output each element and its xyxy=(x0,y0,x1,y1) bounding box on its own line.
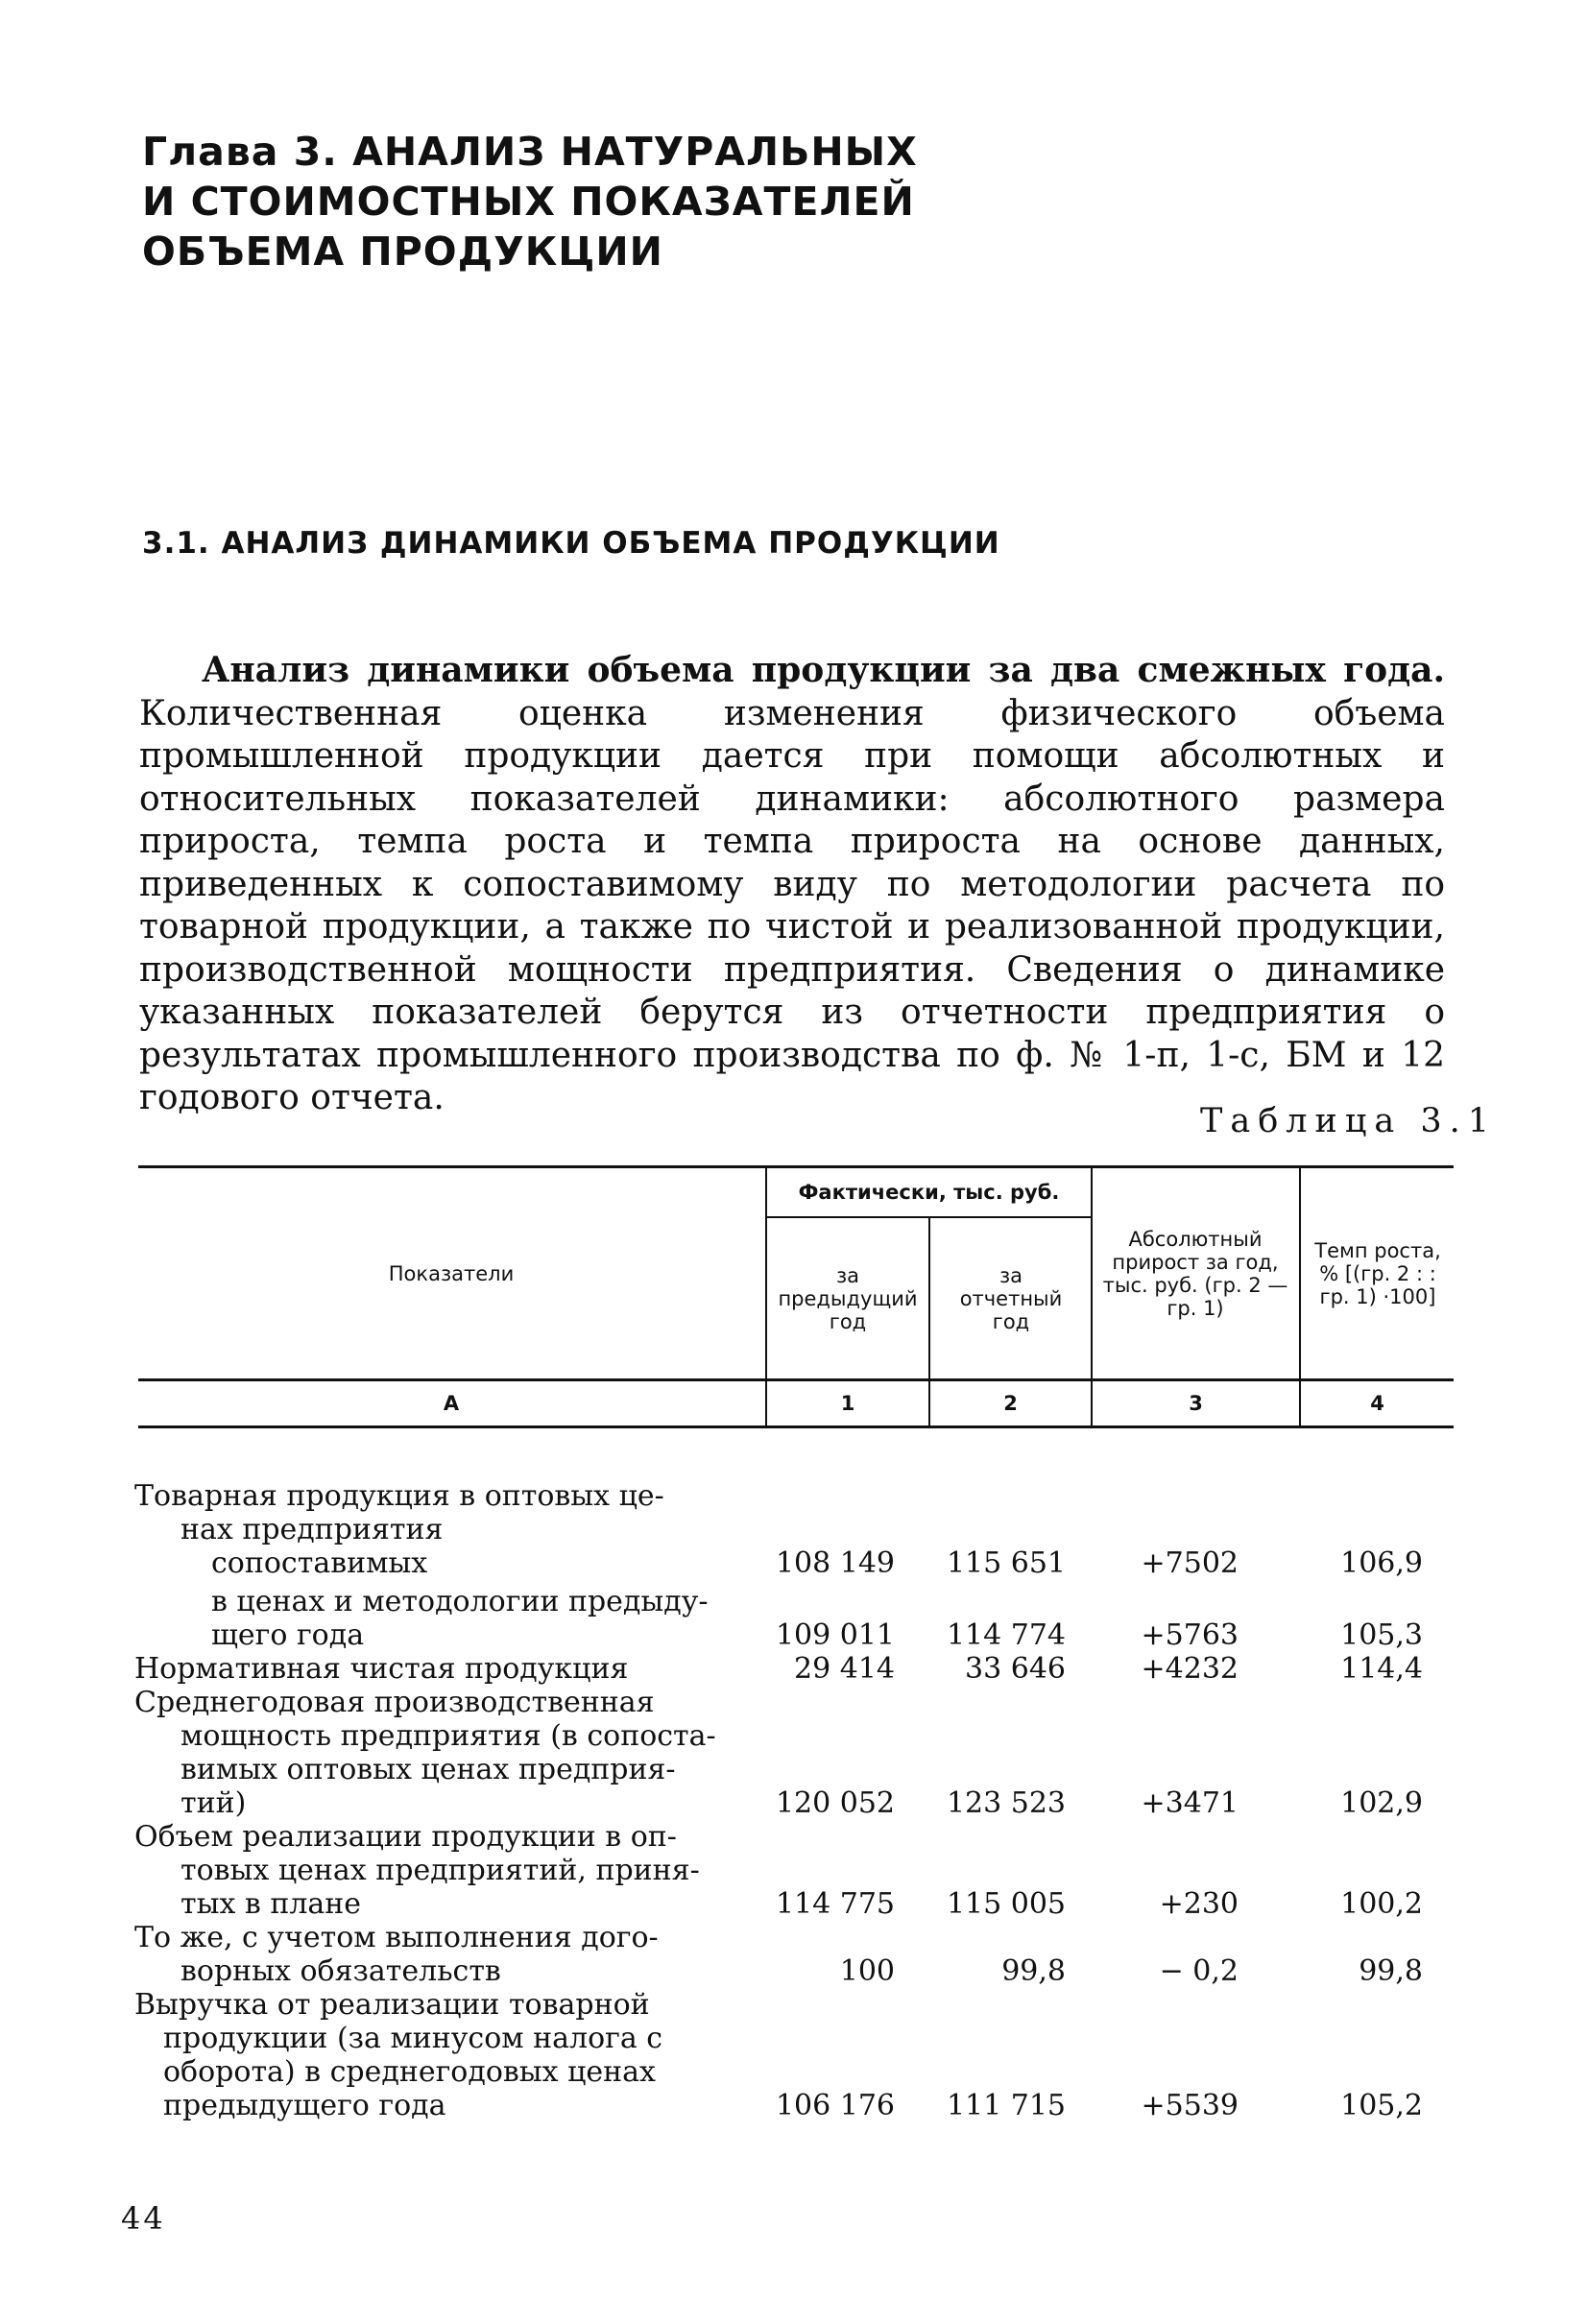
row-label-line: сопоставимых xyxy=(211,1546,428,1580)
table-cell: 114,4 xyxy=(1340,1652,1423,1686)
table-cell: − 0,2 xyxy=(1159,1954,1239,1988)
column-number: 3 xyxy=(1189,1392,1203,1415)
column-number: А xyxy=(443,1392,460,1415)
table-cell: 102,9 xyxy=(1340,1786,1423,1820)
table-cell: 115 005 xyxy=(946,1887,1066,1921)
table-row-label xyxy=(134,1585,749,1652)
table-cell: 109 011 xyxy=(775,1618,895,1652)
table-row-label xyxy=(134,1820,749,1921)
table-cell: 33 646 xyxy=(965,1652,1066,1686)
table-cell: 115 651 xyxy=(946,1546,1066,1580)
column-number: 4 xyxy=(1370,1392,1384,1415)
table-label: Таблица 3.1 xyxy=(1200,1102,1498,1140)
table-cell: 111 715 xyxy=(946,2089,1066,2122)
table-cell: 108 149 xyxy=(775,1546,895,1580)
row-label-line: товых ценах предприятий, приня- xyxy=(180,1854,700,1887)
table-row-label xyxy=(134,1686,749,1820)
table-numbers-bottom-rule xyxy=(138,1426,1454,1428)
table-cell: +7502 xyxy=(1141,1546,1239,1580)
header-indicators: Показатели xyxy=(388,1262,515,1285)
table-cell: 105,2 xyxy=(1340,2089,1423,2122)
chapter-title xyxy=(142,127,1198,276)
table-top-rule xyxy=(138,1165,1454,1168)
table-cell: 114 774 xyxy=(946,1618,1066,1652)
header-growth-rate: Темп роста, % [(гр. 2 : : гр. 1) ·100] xyxy=(1314,1239,1441,1308)
row-label-line: То же, с учетом выполнения дого- xyxy=(134,1921,659,1954)
table-row-label xyxy=(134,1921,749,1988)
row-label-line: нах предприятия xyxy=(180,1513,444,1546)
header-actual-group: Фактически, тыс. руб. xyxy=(798,1181,1060,1204)
row-label-line: продукции (за минусом налога с xyxy=(163,2022,663,2055)
table-cell: +4232 xyxy=(1141,1652,1239,1686)
row-label-line: мощность предприятия (в сопоста- xyxy=(180,1719,716,1753)
section-title: 3.1. АНАЛИЗ ДИНАМИКИ ОБЪЕМА ПРОДУКЦИИ xyxy=(142,526,1000,561)
page-number: 44 xyxy=(121,2200,166,2237)
table-cell: 120 052 xyxy=(775,1786,895,1820)
chapter-title-line: И СТОИМОСТНЫХ ПОКАЗАТЕЛЕЙ xyxy=(142,179,915,225)
table-row-label xyxy=(134,1988,749,2122)
table-row-label xyxy=(134,1479,749,1580)
paragraph-lead: Анализ динамики объема продукции за два смежных года. xyxy=(202,650,1445,690)
row-label-line: оборота) в среднегодовых ценах xyxy=(163,2055,656,2089)
chapter-title-line: Глава 3. АНАЛИЗ НАТУРАЛЬНЫХ xyxy=(142,129,918,175)
table-cell: 106,9 xyxy=(1340,1546,1423,1580)
table-cell: 99,8 xyxy=(1001,1954,1066,1988)
table-header-bottom-rule xyxy=(138,1378,1454,1381)
header-report-year: за отчетный год xyxy=(959,1264,1063,1333)
table-cell: 114 775 xyxy=(775,1887,895,1921)
column-number: 2 xyxy=(1003,1392,1018,1415)
row-label-line: Нормативная чистая продукция xyxy=(134,1652,629,1686)
table-cell: 100 xyxy=(839,1954,895,1988)
table-cell: +3471 xyxy=(1141,1786,1239,1820)
table-cell: 29 414 xyxy=(794,1652,895,1686)
table-cell: 106 176 xyxy=(775,2089,895,2122)
paragraph-body: Количественная оценка изменения физического объема промышленной продукции дается при помощи абсолютных и относительных показателей динамики: абсолютного размера прироста, темпа роста и темпа прироста на основе данных, приведенных к сопоставимому виду по методологии расчета по товарной продукции, а также по чистой и реализованной продукции, производственной мощности предприятия. Сведения о динамике указанных показателей берутся из отчетности предприятия о результатах промышленного производства по ф. № 1-п, 1-с, БМ и 12 годового отчета. xyxy=(139,693,1445,1117)
table-cell: 99,8 xyxy=(1359,1954,1423,1988)
row-label-line: вимых оптовых ценах предприя- xyxy=(180,1753,676,1786)
row-label-line: Товарная продукция в оптовых це- xyxy=(134,1479,664,1513)
header-abs-growth: Абсолютный прирост за год, тыс. руб. (гр. 2 — гр. 1) xyxy=(1102,1228,1288,1320)
table-cell: +5539 xyxy=(1141,2089,1239,2122)
chapter-title-line: ОБЪЕМА ПРОДУКЦИИ xyxy=(142,228,663,275)
row-label-line: Объем реализации продукции в оп- xyxy=(134,1820,677,1854)
row-label-line: тых в плане xyxy=(180,1887,362,1921)
table-cell: +230 xyxy=(1159,1887,1239,1921)
row-label-line: щего года xyxy=(211,1618,365,1652)
row-label-line: ворных обязательств xyxy=(180,1954,501,1988)
row-label-line: Выручка от реализации товарной xyxy=(134,1988,650,2022)
row-label-line: Среднегодовая производственная xyxy=(134,1686,655,1719)
row-label-line: в ценах и методологии предыду- xyxy=(211,1585,709,1618)
table-cell: 123 523 xyxy=(946,1786,1066,1820)
row-label-line: предыдущего года xyxy=(163,2089,446,2122)
body-paragraph xyxy=(139,649,1445,1120)
table-row-label xyxy=(134,1652,749,1686)
column-number: 1 xyxy=(840,1392,855,1415)
table-cell: 105,3 xyxy=(1340,1618,1423,1652)
row-label-line: тий) xyxy=(180,1786,247,1820)
table-cell: 100,2 xyxy=(1340,1887,1423,1921)
table-cell: +5763 xyxy=(1141,1618,1239,1652)
header-prev-year: за предыдущий год xyxy=(778,1264,918,1333)
